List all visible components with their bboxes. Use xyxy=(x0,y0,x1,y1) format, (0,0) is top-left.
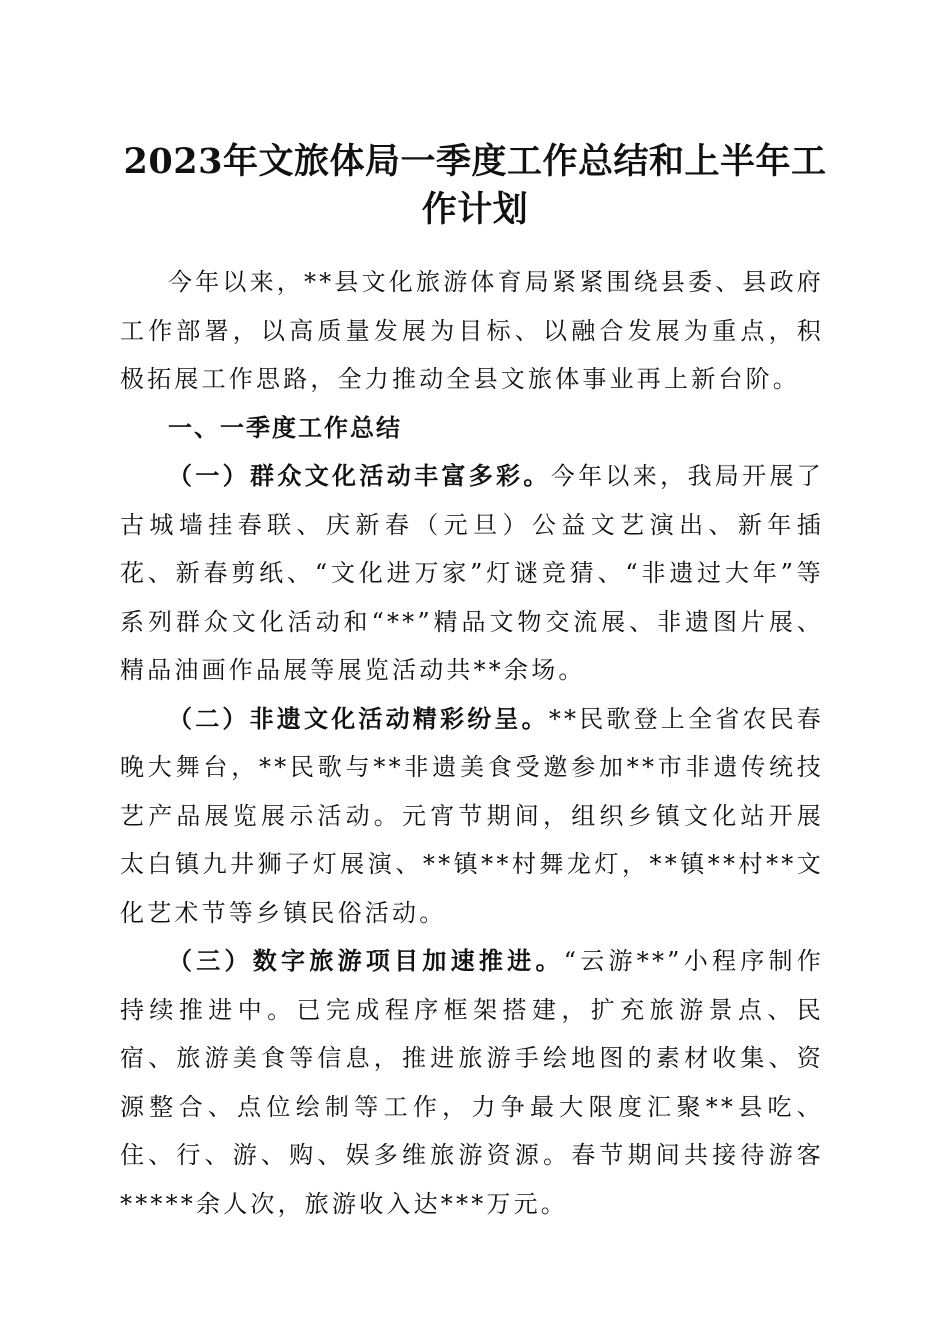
paragraph-item-1 xyxy=(120,452,824,695)
title-line-1: 2023年文旅体局一季度工作总结和上半年工 xyxy=(123,141,827,182)
document-body xyxy=(120,258,824,1228)
item-text: “云游**”小程序制作持续推进中。已完成程序框架搭建，扩充旅游景点、民宿、旅游美食等信息，推进旅游手绘地图的素材收集、资源整合、点位绘制等工作，力争最大限度汇聚**县吃、住、行、游、购、娱多维旅游资源。春节期间共接待游客*****余人次，旅游收入达***万元。 xyxy=(120,947,824,1218)
document-title xyxy=(120,138,830,234)
item-heading: （二）非遗文化活动精彩纷呈。 xyxy=(168,703,549,733)
item-text: 今年以来，我局开展了古城墙挂春联、庆新春（元旦）公益文艺演出、新年插花、新春剪纸、“文化进万家”灯谜竞猜、“非遗过大年”等系列群众文化活动和“**”精品文物交流展、非遗图片展、精品油画作品展等展览活动共**余场。 xyxy=(120,462,824,684)
intro-paragraph: 今年以来，**县文化旅游体育局紧紧围绕县委、县政府工作部署，以高质量发展为目标、以融合发展为重点，积极拓展工作思路，全力推动全县文旅体事业再上新台阶。 xyxy=(120,268,824,393)
paragraph-item-3 xyxy=(120,937,824,1228)
item-heading: （三）数字旅游项目加速推进。 xyxy=(168,946,564,975)
item-heading: （一）群众文化活动丰富多彩。 xyxy=(168,461,551,490)
paragraph-item-2 xyxy=(120,695,824,938)
section-heading: 一、一季度工作总结 xyxy=(168,413,402,442)
item-text: **民歌登上全省农民春晚大舞台，**民歌与**非遗美食受邀参加**市非遗传统技艺产品展览展示活动。元宵节期间，组织乡镇文化站开展太白镇九井狮子灯展演、**镇**村舞龙灯，**镇**村**文化艺术节等乡镇民俗活动。 xyxy=(120,704,825,927)
title-line-2: 作计划 xyxy=(421,189,529,230)
